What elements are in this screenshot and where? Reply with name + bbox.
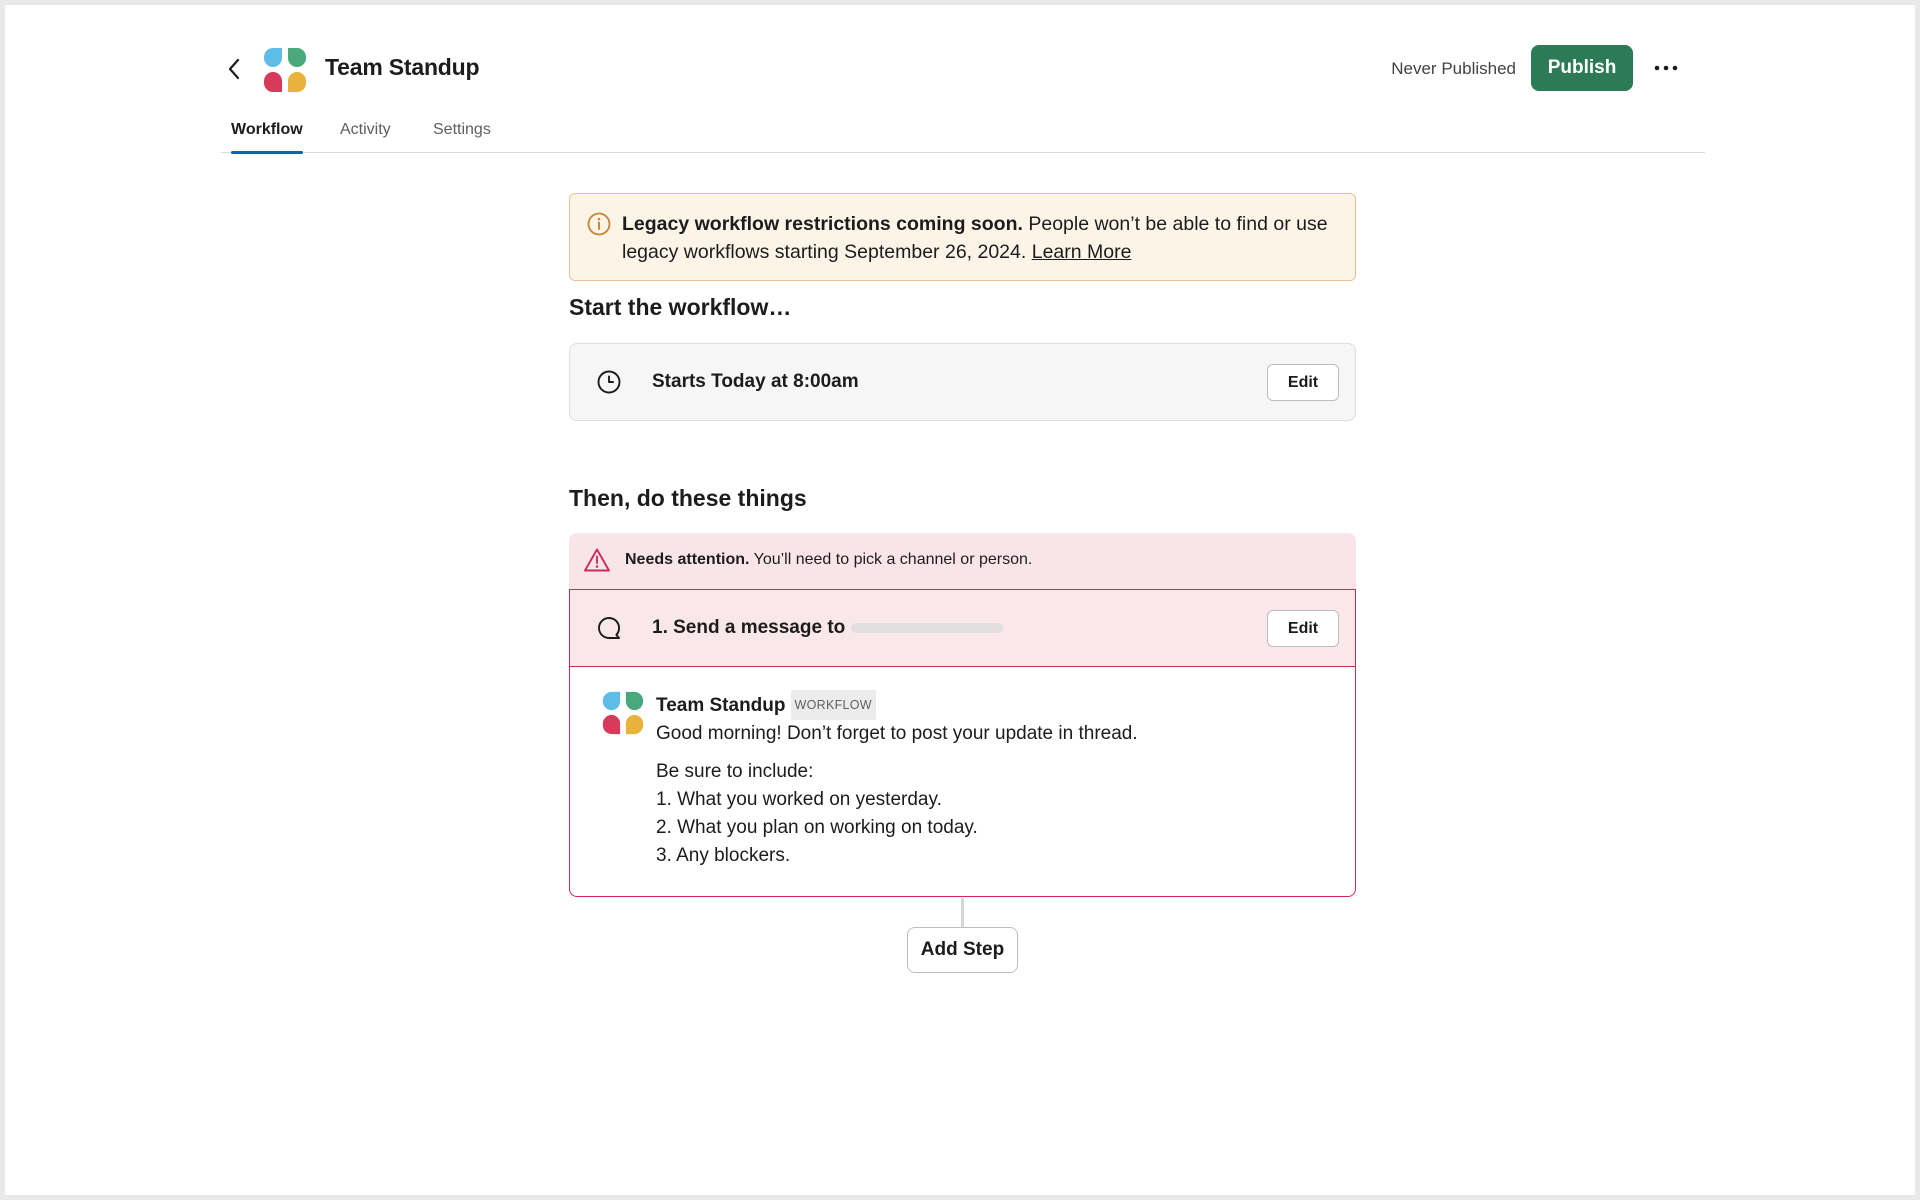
- learn-more-link[interactable]: Learn More: [1031, 241, 1132, 263]
- page-title: Team Standup: [325, 54, 480, 80]
- workflow-logo-icon: [261, 46, 309, 94]
- back-chevron-icon[interactable]: [221, 51, 249, 87]
- tab-workflow[interactable]: Workflow: [231, 121, 303, 149]
- workflow-badge: WORKFLOW: [791, 690, 876, 720]
- needs-attention-banner: [569, 533, 1356, 589]
- step-header: [570, 590, 1355, 667]
- more-options-icon[interactable]: [1649, 51, 1683, 85]
- attention-bold-text: Needs attention.: [625, 551, 750, 568]
- step-connector: [961, 898, 964, 928]
- workflow-header: [221, 37, 1705, 101]
- warning-triangle-icon: [583, 547, 611, 573]
- step-label: [652, 617, 1003, 639]
- edit-step-button[interactable]: Edit: [1267, 610, 1339, 647]
- step-card: [569, 589, 1356, 897]
- tab-settings[interactable]: Settings: [433, 121, 491, 138]
- edit-trigger-button[interactable]: Edit: [1267, 364, 1339, 401]
- tab-activity[interactable]: Activity: [340, 121, 391, 138]
- trigger-card: [569, 343, 1356, 421]
- clock-icon: [596, 369, 622, 395]
- notice-bold-text: Legacy workflow restrictions coming soon.: [622, 213, 1023, 235]
- legacy-notice-banner: [569, 193, 1356, 281]
- tab-bar: [221, 115, 1705, 153]
- sender-avatar-icon: [600, 690, 646, 736]
- steps-heading: Then, do these things: [569, 485, 807, 511]
- message-line: Good morning! Don’t forget to post your update in thread.: [656, 723, 1138, 744]
- info-circle-icon: [586, 211, 612, 237]
- add-step-button[interactable]: Add Step: [907, 927, 1018, 973]
- step-label-text: 1. Send a message to: [652, 617, 846, 638]
- app-window: [5, 5, 1915, 1195]
- recipient-placeholder[interactable]: [851, 623, 1003, 633]
- message-line: 1. What you worked on yesterday.: [656, 789, 942, 810]
- publish-button[interactable]: Publish: [1531, 45, 1633, 91]
- publish-status: Never Published: [1391, 59, 1516, 78]
- message-sender-row: [656, 690, 1138, 720]
- sender-name: Team Standup: [656, 695, 786, 716]
- trigger-label: Starts Today at 8:00am: [652, 371, 859, 392]
- message-line: 2. What you plan on working on today.: [656, 817, 978, 838]
- notice-text: [622, 210, 1335, 266]
- attention-body-text: You’ll need to pick a channel or person.: [749, 551, 1033, 568]
- message-bubble-icon: [596, 615, 622, 641]
- message-line: 3. Any blockers.: [656, 845, 791, 866]
- start-workflow-heading: Start the workflow…: [569, 294, 792, 320]
- notice-body-text: People won’t be able to find or use legacy workflows starting September 26, 2024.: [622, 213, 1328, 263]
- attention-text: [625, 551, 1032, 569]
- message-line: Be sure to include:: [656, 761, 814, 782]
- message-body: [656, 690, 1138, 870]
